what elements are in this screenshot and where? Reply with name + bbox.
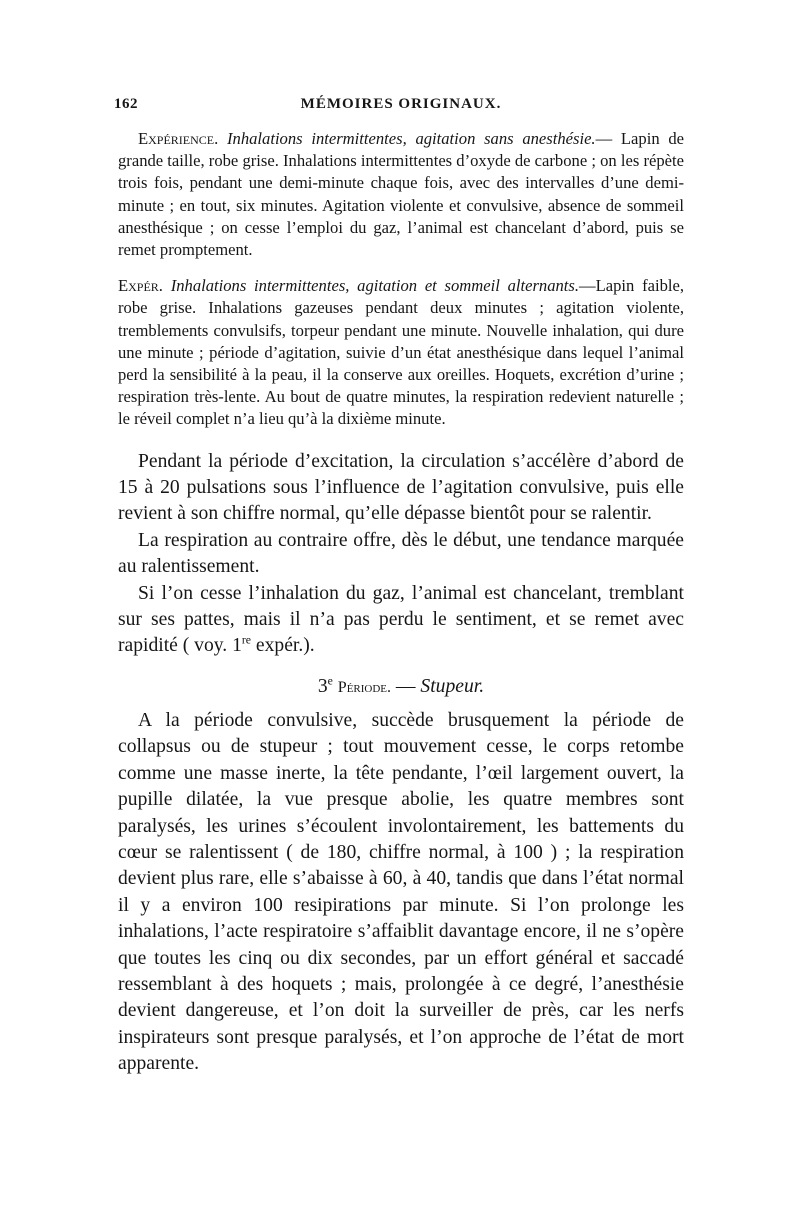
- excitation-paragraph: Pendant la période d’excitation, la circulation s’accélère d’abord de 15 à 20 pulsations sous l’influence de l’agitation convulsive, puis elle revient à son chiffre normal, qu’elle dépasse bientôt pour se ralentir.: [118, 450, 684, 525]
- section-label: Période.: [337, 678, 392, 696]
- section-heading: [118, 676, 684, 698]
- experiment-2-body: —Lapin faible, robe grise. Inhalations gazeuses pendant deux minutes ; agitation violente, tremblements convulsifs, torpeur pendant une minute. Nouvelle inhalation, qui dure une minute ; période d’agitation, suivie d’un état anesthésique dans lequel l’animal perd la sensibilité à la peau, il la conserve aux oreilles. Hoquets, excrétion d’urine ; respiration très-lente. Au bout de quatre minutes, la respiration redevient naturelle ; le réveil complet n’a lieu qu’à la dixième minute.: [118, 276, 684, 429]
- stupeur-paragraph: A la période convulsive, succède brusquement la période de collapsus ou de stupeur ; tout mouvement cesse, le corps retombe comme une masse inerte, la tête pendante, l’œil largement ouvert, la pupille dilatée, la vue presque abolie, les quatre membres sont paralysés, les urines s’écoulent involontairement, les battements du cœur se ralentissent ( de 180, chiffre normal, à 100 ) ; la respiration devient plus rare, elle s’abaisse à 60, à 40, tandis que dans l’état normal il y a environ 100 resipirations par minute. Si l’on prolonge les inhalations, l’acte respiratoire s’affaiblit davantage encore, il ne s’opère que toutes les cinq ou dix secondes, par un effort général et saccadé ressemblant à des hoquets ; mais, prolongée à ce degré, l’anesthésie devient dangereuse, et l’on doit la surveiller de près, car les nerfs inspirateurs sont presque paralysés, et l’on approche de l’état de mort apparente.: [118, 709, 684, 1075]
- experiment-1-title: Inhalations intermittentes, agitation sans anesthésie.: [227, 129, 596, 148]
- respiration-paragraph: La respiration au contraire offre, dès le début, une tendance marquée au ralentissement.: [118, 529, 684, 578]
- section-number: 3: [317, 675, 328, 697]
- experiment-2-title: Inhalations intermittentes, agitation et sommeil alternants.: [170, 276, 580, 296]
- section-title: Stupeur.: [420, 675, 485, 697]
- section-dash: —: [391, 675, 421, 697]
- section-number-superscript: e: [327, 674, 333, 688]
- experiment-1-paragraph: [118, 128, 684, 261]
- cessation-paragraph: [118, 581, 684, 660]
- book-page: [114, 96, 684, 1078]
- cessation-text-end: expér.).: [251, 635, 315, 657]
- experiment-2-paragraph: [118, 275, 684, 430]
- cessation-superscript: re: [241, 633, 252, 647]
- experiment-2-label: Expér.: [118, 276, 163, 296]
- page-header: [114, 96, 684, 118]
- page-number: 162: [114, 96, 138, 112]
- experiment-1-label: Expérience.: [138, 129, 219, 148]
- experiment-1-body: — Lapin de grande taille, robe grise. Inhalations intermittentes d’oxyde de carbone ; on les répète trois fois, pendant une demi-minute chaque fois, avec des intervalles d’une demi-minute ; en tout, six minutes. Agitation violente et convulsive, absence de sommeil anesthésique ; on cesse l’emploi du gaz, l’animal est chancelant d’abord, puis se remet promptement.: [118, 129, 684, 260]
- running-title: MÉMOIRES ORIGINAUX.: [300, 96, 502, 112]
- cessation-text: Si l’on cesse l’inhalation du gaz, l’animal est chancelant, tremblant sur ses pattes, mais il n’a pas perdu le sentiment, et se remet avec rapidité ( voy. 1: [118, 582, 684, 657]
